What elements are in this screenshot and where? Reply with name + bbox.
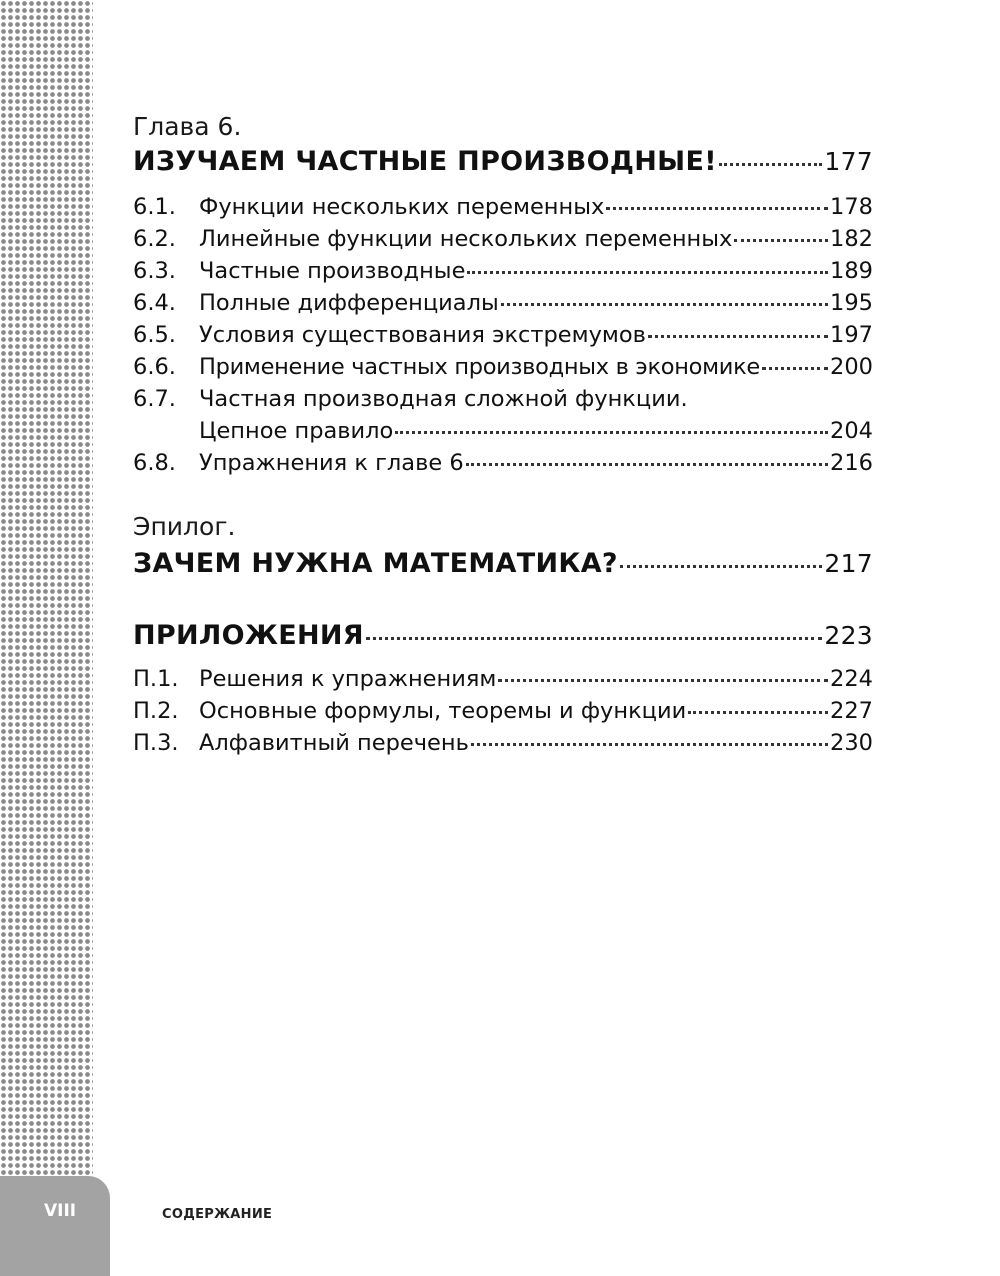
entry-title: Решения к упражнениям (199, 666, 497, 692)
dot-leader (471, 743, 828, 746)
dot-leader (498, 679, 828, 682)
dot-leader (688, 711, 828, 714)
entry-number: П.1. (133, 666, 179, 692)
dot-leader (366, 637, 823, 640)
dot-leader (501, 303, 828, 306)
entry-number: 6.4. (133, 290, 176, 316)
entry-number: 6.3. (133, 258, 176, 284)
toc-entry[interactable] (133, 194, 873, 220)
entry-title: Алфавитный перечень (199, 730, 469, 756)
dot-leader (467, 271, 828, 274)
entry-number: 6.2. (133, 226, 176, 252)
toc-entry[interactable] (133, 666, 873, 692)
toc-entry[interactable] (133, 730, 873, 756)
chapter-title: ИЗУЧАЕМ ЧАСТНЫЕ ПРОИЗВОДНЫЕ! (133, 146, 717, 177)
page-ref: 217 (824, 549, 873, 578)
toc-entry[interactable] (133, 226, 873, 252)
toc-entry[interactable] (133, 258, 873, 284)
dot-leader (648, 335, 828, 338)
page-ref: 223 (824, 621, 873, 650)
page-ref: 195 (830, 290, 873, 316)
dot-leader (620, 565, 822, 568)
entry-title: Условия существования экстремумов (199, 322, 646, 348)
page-ref: 204 (830, 418, 873, 444)
entry-number: П.3. (133, 730, 179, 756)
page-ref: 200 (830, 354, 873, 380)
toc-epilogue-heading[interactable] (133, 548, 873, 579)
entry-number: 6.8. (133, 450, 176, 476)
page-ref: 189 (830, 258, 873, 284)
entry-title: Полные дифференциалы (199, 290, 499, 316)
page-number: VIII (44, 1201, 77, 1221)
entry-number: 6.6. (133, 354, 176, 380)
toc-entry-continuation[interactable] (133, 418, 873, 444)
page-ref: 230 (830, 730, 873, 756)
dot-leader (606, 207, 828, 210)
toc-entry[interactable] (133, 450, 873, 476)
entry-number: 6.7. (133, 386, 176, 412)
toc-entry[interactable] (133, 698, 873, 724)
dot-leader (395, 431, 828, 434)
epilogue-label: Эпилог. (133, 512, 236, 541)
dot-leader (762, 367, 828, 370)
dotted-margin-pattern (0, 0, 93, 1276)
chapter-label: Глава 6. (133, 112, 242, 141)
entry-title: Функции нескольких переменных (199, 194, 605, 220)
page-ref: 177 (824, 147, 873, 176)
page-ref: 182 (830, 226, 873, 252)
entry-title: Частные производные (199, 258, 466, 284)
dot-leader (466, 463, 828, 466)
entry-title-continuation: Цепное правило (199, 418, 394, 444)
entry-title: Применение частных производных в экономике (199, 354, 760, 380)
page-ref: 224 (830, 666, 873, 692)
appendix-title: ПРИЛОЖЕНИЯ (133, 620, 364, 651)
toc-entry[interactable] (133, 354, 873, 380)
toc-chapter-heading[interactable] (133, 146, 873, 177)
toc-entry[interactable] (133, 386, 873, 412)
entry-title: Основные формулы, теоремы и функции (199, 698, 687, 724)
toc-appendix-heading[interactable] (133, 620, 873, 651)
entry-number: 6.5. (133, 322, 176, 348)
entry-title: Частная производная сложной функции. (199, 386, 688, 412)
entry-number: П.2. (133, 698, 179, 724)
dot-leader (734, 239, 828, 242)
toc-entry[interactable] (133, 290, 873, 316)
epilogue-title: ЗАЧЕМ НУЖНА МАТЕМАТИКА? (133, 548, 618, 579)
toc-entry[interactable] (133, 322, 873, 348)
page-ref: 178 (830, 194, 873, 220)
page-ref: 227 (830, 698, 873, 724)
entry-title: Линейные функции нескольких переменных (199, 226, 733, 252)
page-ref: 197 (830, 322, 873, 348)
page-ref: 216 (830, 450, 873, 476)
page-number-tab (0, 1176, 110, 1276)
dot-leader (719, 163, 823, 166)
entry-title: Упражнения к главе 6 (199, 450, 464, 476)
footer-section-label: СОДЕРЖАНИЕ (162, 1207, 273, 1222)
entry-number: 6.1. (133, 194, 176, 220)
